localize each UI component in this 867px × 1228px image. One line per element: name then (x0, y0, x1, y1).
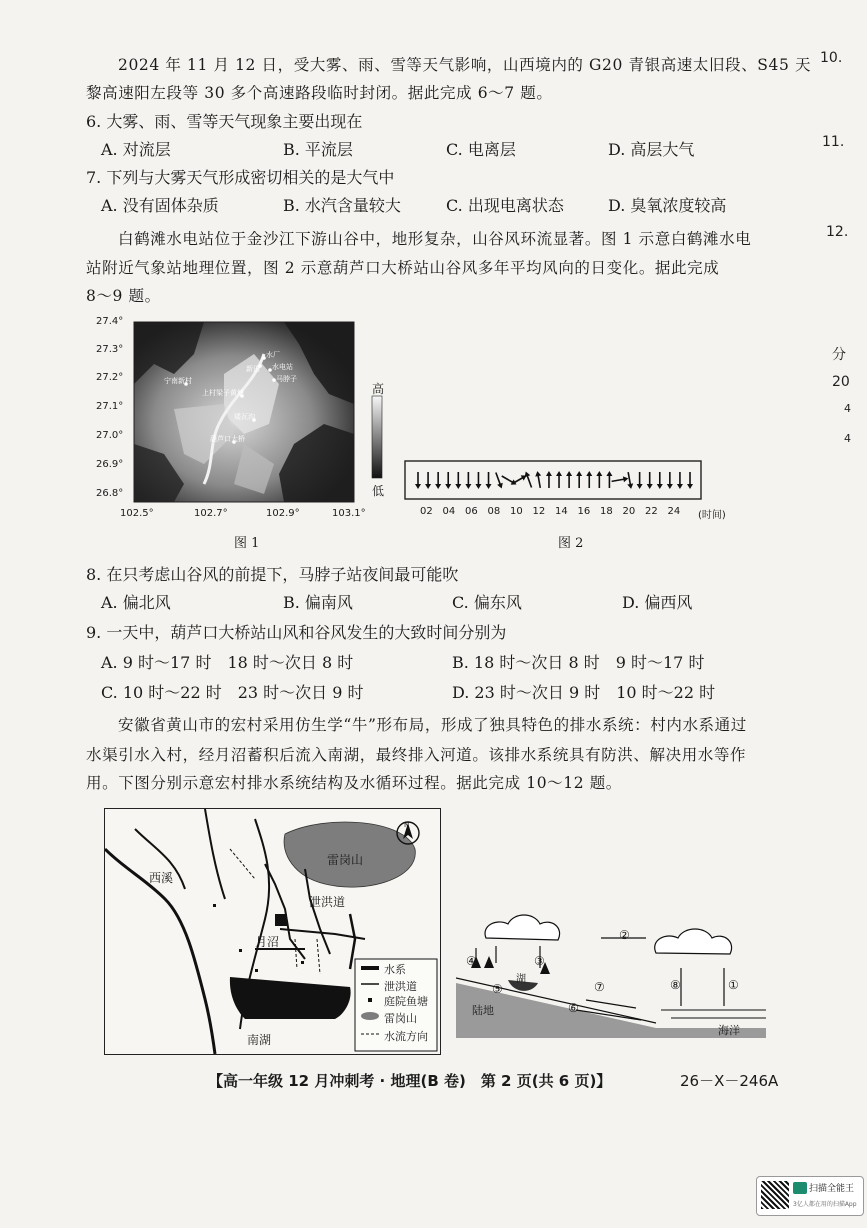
q6-option-a: A. 对流层 (101, 140, 171, 159)
edge-question-number: 12. (826, 224, 849, 240)
cycle-number: ⑥ (568, 1001, 579, 1015)
scanner-slogan: 3亿人都在用的扫描App (793, 1201, 857, 1208)
wind-arrow (576, 471, 582, 488)
edge-fragment: 4 (844, 432, 851, 445)
edge-question-number: 10. (820, 50, 843, 66)
hour-tick: 16 (577, 506, 591, 517)
wind-arrow (647, 472, 653, 489)
q6-stem: 6. 大雾、雨、雪等天气现象主要出现在 (86, 112, 363, 131)
hour-tick: 22 (645, 506, 658, 517)
lon-tick: 103.1° (332, 508, 366, 519)
hour-tick: 06 (465, 506, 478, 517)
wind-arrow (455, 472, 461, 489)
wind-arrow (415, 472, 421, 489)
cycle-number: ⑤ (492, 982, 503, 996)
wind-arrow (486, 472, 492, 489)
time-axis-unit: (时间) (698, 510, 726, 521)
legend-high-label: 高 (372, 382, 385, 396)
wind-arrow (425, 472, 431, 489)
water-cycle-diagram (456, 898, 766, 1038)
station-label: 水厂 (266, 351, 280, 359)
lat-tick: 26.8° (96, 488, 124, 499)
edge-question-number: 11. (822, 134, 845, 150)
q8-stem: 8. 在只考虑山谷风的前提下，马脖子站夜间最可能吹 (86, 565, 459, 584)
wind-arrow (465, 472, 471, 489)
hour-tick: 04 (442, 506, 456, 517)
intro3-line1: 安徽省黄山市的宏村采用仿生学“牛”形布局，形成了独具特色的排水系统：村内水系通过 (118, 716, 747, 734)
figure-1-caption: 图 1 (234, 536, 260, 551)
wind-arrow (611, 475, 629, 484)
intro2-line3: 8～9 题。 (86, 287, 161, 305)
figure-2-caption: 图 2 (558, 536, 584, 551)
q7-option-c: C. 出现电离状态 (446, 196, 564, 215)
edge-fragment: 分 (832, 347, 846, 363)
wind-arrow (435, 472, 441, 489)
q8-option-a: A. 偏北风 (101, 593, 171, 612)
q9-option-b: B. 18 时～次日 8 时 9 时～17 时 (452, 653, 705, 672)
cycle-number: ④ (466, 954, 477, 968)
scanner-watermark (756, 1176, 864, 1216)
intro3-line3: 用。下图分别示意宏村排水系统结构及水循环过程。据此完成 10～12 题。 (86, 774, 622, 792)
wind-arrow (566, 471, 572, 488)
hour-tick: 02 (420, 506, 433, 517)
wind-arrow (606, 471, 612, 488)
lat-tick: 26.9° (96, 459, 124, 470)
wind-arrow (586, 471, 592, 488)
q9-option-c: C. 10 时～22 时 23 时～次日 9 时 (101, 683, 364, 702)
hour-tick: 24 (667, 506, 681, 517)
lon-tick: 102.7° (194, 508, 228, 519)
legend-water-system: 水系 (384, 963, 406, 976)
wind-arrow (677, 472, 683, 489)
map-label-xixi: 西溪 (149, 871, 174, 885)
hour-tick: 20 (622, 506, 636, 517)
wind-arrow (500, 473, 518, 487)
lat-tick: 27.1° (96, 401, 124, 412)
q9-option-d: D. 23 时～次日 9 时 10 时～22 时 (452, 683, 716, 702)
intro2-line1: 白鹤滩水电站位于金沙江下游山谷中，地形复杂，山谷风环流显著。图 1 示意白鹤滩水电 (118, 230, 752, 248)
cycle-label-lake: 湖 (516, 974, 526, 985)
map-label-xiehongdao: 泄洪道 (309, 895, 346, 909)
q6-option-c: C. 电离层 (446, 140, 516, 159)
legend-flow-direction: 水流方向 (384, 1030, 428, 1043)
map-label-leigang: 雷岗山 (327, 853, 364, 867)
q7-stem: 7. 下列与大雾天气形成密切相关的是大气中 (86, 168, 395, 187)
wind-arrow (534, 471, 543, 489)
q6-option-d: D. 高层大气 (608, 140, 695, 159)
wind-arrow (687, 472, 693, 489)
wind-arrow (625, 472, 634, 490)
station-label: 新田 (246, 365, 260, 373)
q8-option-c: C. 偏东风 (452, 593, 522, 612)
figure-1 (84, 314, 384, 528)
q8-option-b: B. 偏南风 (283, 593, 353, 612)
scanner-logo-icon (793, 1182, 807, 1194)
q7-option-a: A. 没有固体杂质 (101, 196, 219, 215)
lat-tick: 27.3° (96, 344, 124, 355)
wind-arrow (546, 471, 552, 488)
cycle-label-sea: 海洋 (718, 1024, 740, 1037)
hour-tick: 10 (510, 506, 523, 517)
intro2-line2: 站附近气象站地理位置，图 2 示意葫芦口大桥站山谷风多年平均风向的日变化。据此完成 (86, 259, 720, 277)
intro1-line1: 2024 年 11 月 12 日，受大雾、雨、雪等天气影响，山西境内的 G20 青银高速太旧段、S45 天 (118, 56, 812, 74)
station-label: 上村梁子黄塘 (202, 389, 244, 397)
lat-tick: 27.4° (96, 316, 124, 327)
hongcun-map (104, 808, 441, 1055)
legend-flood-channel: 泄洪道 (384, 980, 417, 993)
lat-tick: 27.2° (96, 372, 124, 383)
hour-tick: 12 (532, 506, 546, 517)
cycle-number: ⑧ (670, 978, 681, 992)
intro1-line2: 黎高速阳左段等 30 多个高速路段临时封闭。据此完成 6～7 题。 (86, 84, 553, 102)
exam-code: 26－X－246A (680, 1072, 779, 1090)
page-footer: 【高一年级 12 月冲刺考 · 地理(B 卷) 第 2 页(共 6 页)】 (208, 1072, 612, 1090)
wind-direction-panel (404, 460, 704, 510)
wind-arrow (493, 471, 504, 489)
cycle-number: ① (728, 978, 739, 992)
edge-fragment: 20 (832, 374, 850, 390)
cycle-number: ③ (534, 954, 545, 968)
hour-tick: 08 (487, 506, 501, 517)
qr-code-icon (761, 1181, 789, 1209)
hour-tick: 14 (555, 506, 568, 517)
cycle-number: ② (619, 928, 630, 942)
q9-stem: 9. 一天中，葫芦口大桥站山风和谷风发生的大致时间分别为 (86, 623, 507, 642)
scanner-brand: 扫描全能王 (809, 1184, 855, 1194)
wind-arrow (596, 471, 602, 488)
lon-tick: 102.9° (266, 508, 300, 519)
legend-fish-pond: 庭院鱼塘 (384, 995, 428, 1008)
wind-arrow (445, 472, 451, 489)
map-label-yuezhao: 月沼 (255, 935, 280, 949)
q7-option-b: B. 水汽含量较大 (283, 196, 401, 215)
cycle-number: ⑦ (594, 980, 605, 994)
map-label-nanhu: 南湖 (247, 1033, 272, 1047)
q7-option-d: D. 臭氧浓度较高 (608, 196, 727, 215)
edge-fragment: 4 (844, 402, 851, 415)
north-arrow-label: N (404, 821, 410, 829)
lat-tick: 27.0° (96, 430, 124, 441)
wind-arrow (667, 472, 673, 489)
water-cycle-drawing (456, 898, 766, 1038)
wind-arrow (523, 471, 534, 489)
station-label: 矮瓦沟 (234, 413, 255, 421)
wind-arrow (657, 472, 663, 489)
legend-leigang-hill: 雷岗山 (384, 1012, 417, 1025)
q8-option-d: D. 偏西风 (622, 593, 693, 612)
figure-2 (404, 452, 744, 522)
hour-tick: 18 (600, 506, 613, 517)
station-label: 马脖子 (276, 375, 297, 383)
wind-arrow (637, 472, 643, 489)
q6-option-b: B. 平流层 (283, 140, 353, 159)
legend-low-label: 低 (372, 484, 385, 498)
wind-arrow (556, 471, 562, 488)
station-label: 宁南新村 (164, 377, 192, 385)
q9-option-a: A. 9 时～17 时 18 时～次日 8 时 (101, 653, 354, 672)
lon-tick: 102.5° (120, 508, 154, 519)
intro3-line2: 水渠引水入村，经月沼蓄积后流入南湖，最终排入河道。该排水系统具有防洪、解决用水等作 (86, 746, 747, 764)
station-label: 葫芦口大桥 (210, 435, 245, 443)
station-label: 水电站 (272, 363, 293, 371)
cycle-label-land: 陆地 (472, 1004, 494, 1017)
wind-arrow (475, 472, 481, 489)
